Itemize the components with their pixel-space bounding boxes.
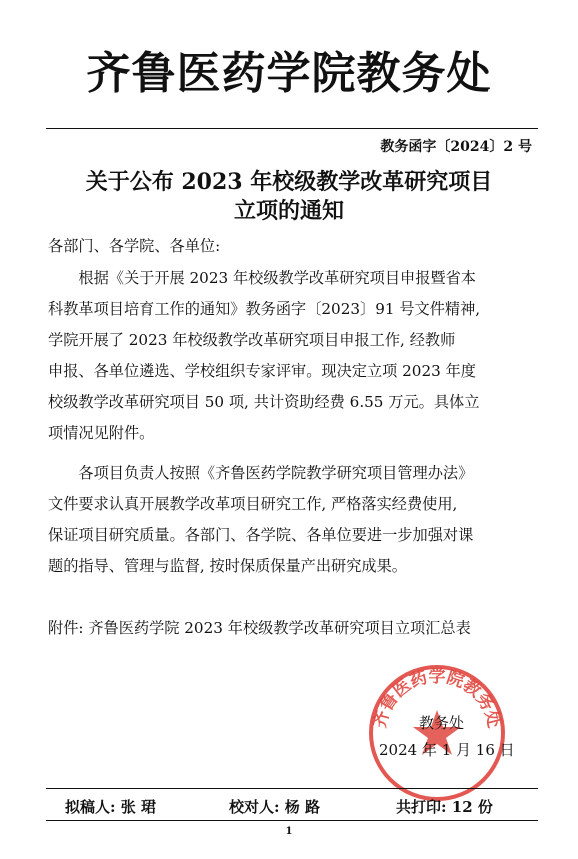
footer-rule-top: [46, 788, 538, 789]
body-line: 项情况见附件。: [48, 424, 155, 442]
body-line: 保证项目研究质量。各部门、各学院、各单位要进一步加强对课: [48, 526, 474, 544]
copies-label: 共打印: 12 份: [396, 798, 493, 816]
body-line: 科教革项目培育工作的通知》教务函字〔2023〕91 号文件精神,: [48, 300, 481, 318]
document-number: 教务函字〔2024〕2 号: [380, 139, 532, 155]
notice-title-line1: 关于公布 2023 年校级教学改革研究项目: [85, 169, 493, 195]
org-masthead-title: 齐鲁医药学院教务处: [86, 48, 492, 99]
proofreader-label: 校对人: 杨 路: [229, 798, 320, 816]
body-line: 根据《关于开展 2023 年校级教学改革研究项目申报暨省本: [48, 269, 476, 287]
salutation: 各部门、各学院、各单位:: [48, 237, 221, 255]
drafter-label: 拟稿人: 张 珺: [65, 798, 156, 816]
body-line: 校级教学改革研究项目 50 项, 共计资助经费 6.55 万元。具体立: [48, 393, 480, 411]
seal-text: 齐鲁医药学院教务处: [370, 666, 504, 730]
body-line: 各项目负责人按照《齐鲁医药学院教学研究项目管理办法》: [48, 464, 474, 482]
body-line: 题的指导、管理与监督, 按时保质保量产出研究成果。: [48, 557, 407, 575]
footer-rule-bottom: [46, 820, 538, 821]
body-line: 申报、各单位遴选、学校组织专家评审。现决定立项 2023 年度: [48, 362, 476, 380]
official-seal-stamp: [362, 658, 512, 808]
signature-issuer: 教务处: [419, 714, 465, 732]
signature-date: 2024 年 1 月 16 日: [379, 741, 515, 759]
notice-title-line2: 立项的通知: [233, 198, 344, 224]
page-number: 1: [285, 826, 293, 837]
header-rule: [46, 128, 538, 129]
body-line: 学院开展了 2023 年校级教学改革研究项目申报工作, 经教师: [48, 331, 456, 349]
attachment-note: 附件: 齐鲁医药学院 2023 年校级教学改革研究项目立项汇总表: [48, 619, 471, 637]
body-line: 文件要求认真开展教学改革项目研究工作, 严格落实经费使用,: [48, 495, 458, 513]
